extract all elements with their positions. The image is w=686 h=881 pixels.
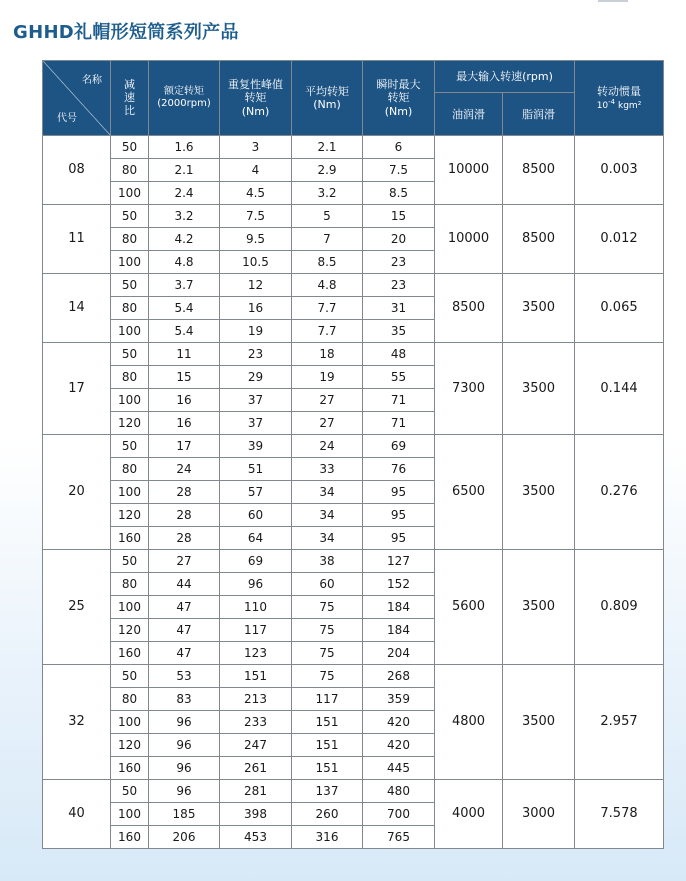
- grease-speed-cell: 3500: [503, 665, 575, 780]
- table-header: [43, 61, 664, 136]
- repeat-peak-torque-cell: 51: [220, 458, 292, 481]
- repeat-peak-torque-cell: 123: [220, 642, 292, 665]
- ratio-cell: 80: [111, 458, 149, 481]
- grease-speed-cell: 3500: [503, 550, 575, 665]
- ratio-cell: 100: [111, 803, 149, 826]
- repeat-peak-torque-cell: 247: [220, 734, 292, 757]
- avg-torque-cell: 2.1: [292, 136, 363, 159]
- header-avg-torque-label: 平均转矩: [305, 84, 349, 98]
- inertia-cell: 0.276: [575, 435, 664, 550]
- header-ratio: [111, 61, 149, 136]
- rated-torque-cell: 15: [149, 366, 220, 389]
- avg-torque-cell: 75: [292, 642, 363, 665]
- repeat-peak-torque-cell: 39: [220, 435, 292, 458]
- repeat-peak-torque-cell: 4.5: [220, 182, 292, 205]
- avg-torque-cell: 3.2: [292, 182, 363, 205]
- ratio-cell: 100: [111, 251, 149, 274]
- rated-torque-cell: 28: [149, 527, 220, 550]
- avg-torque-cell: 117: [292, 688, 363, 711]
- avg-torque-cell: 5: [292, 205, 363, 228]
- instant-max-torque-cell: 23: [363, 251, 435, 274]
- instant-max-torque-cell: 700: [363, 803, 435, 826]
- repeat-peak-torque-cell: 117: [220, 619, 292, 642]
- repeat-peak-torque-cell: 233: [220, 711, 292, 734]
- model-code-cell: 08: [43, 136, 111, 205]
- inertia-cell: 0.144: [575, 343, 664, 435]
- repeat-peak-torque-cell: 398: [220, 803, 292, 826]
- ratio-cell: 80: [111, 573, 149, 596]
- avg-torque-cell: 38: [292, 550, 363, 573]
- instant-max-torque-cell: 35: [363, 320, 435, 343]
- rated-torque-cell: 1.6: [149, 136, 220, 159]
- rated-torque-cell: 96: [149, 757, 220, 780]
- rated-torque-cell: 47: [149, 642, 220, 665]
- rated-torque-cell: 17: [149, 435, 220, 458]
- rated-torque-cell: 5.4: [149, 320, 220, 343]
- grease-speed-cell: 3500: [503, 343, 575, 435]
- avg-torque-cell: 60: [292, 573, 363, 596]
- ratio-cell: 80: [111, 159, 149, 182]
- inertia-cell: 2.957: [575, 665, 664, 780]
- ratio-cell: 100: [111, 711, 149, 734]
- instant-max-torque-cell: 127: [363, 550, 435, 573]
- instant-max-torque-cell: 359: [363, 688, 435, 711]
- ratio-cell: 100: [111, 389, 149, 412]
- instant-max-torque-cell: 184: [363, 619, 435, 642]
- avg-torque-cell: 75: [292, 619, 363, 642]
- ratio-cell: 100: [111, 320, 149, 343]
- repeat-peak-torque-cell: 23: [220, 343, 292, 366]
- instant-max-torque-cell: 8.5: [363, 182, 435, 205]
- rated-torque-cell: 24: [149, 458, 220, 481]
- repeat-peak-torque-cell: 213: [220, 688, 292, 711]
- oil-speed-cell: 7300: [435, 343, 503, 435]
- rated-torque-cell: 28: [149, 481, 220, 504]
- instant-max-torque-cell: 480: [363, 780, 435, 803]
- avg-torque-cell: 7.7: [292, 297, 363, 320]
- ratio-cell: 120: [111, 734, 149, 757]
- header-inertia-unit: $10^{-4}$ kgm²: [596, 97, 642, 111]
- rated-torque-cell: 2.1: [149, 159, 220, 182]
- ratio-cell: 160: [111, 826, 149, 849]
- grease-speed-cell: 8500: [503, 205, 575, 274]
- repeat-peak-torque-cell: 281: [220, 780, 292, 803]
- table-row: [43, 665, 664, 688]
- instant-max-torque-cell: 204: [363, 642, 435, 665]
- ratio-cell: 100: [111, 481, 149, 504]
- rated-torque-cell: 4.2: [149, 228, 220, 251]
- header-instant-max-line1: 瞬时最大: [376, 78, 421, 92]
- rated-torque-cell: 53: [149, 665, 220, 688]
- model-code-cell: 17: [43, 343, 111, 435]
- instant-max-torque-cell: 184: [363, 596, 435, 619]
- table-row: [43, 780, 664, 803]
- header-rated-torque: [149, 61, 220, 136]
- table-row: [43, 136, 664, 159]
- top-edge-line: [598, 0, 628, 2]
- header-repeat-peak-line2: 转矩: [244, 91, 267, 105]
- ratio-cell: 120: [111, 619, 149, 642]
- repeat-peak-torque-cell: 37: [220, 412, 292, 435]
- avg-torque-cell: 4.8: [292, 274, 363, 297]
- instant-max-torque-cell: 23: [363, 274, 435, 297]
- instant-max-torque-cell: 420: [363, 711, 435, 734]
- inertia-cell: 0.065: [575, 274, 664, 343]
- repeat-peak-torque-cell: 37: [220, 389, 292, 412]
- ratio-cell: 80: [111, 688, 149, 711]
- table-row: [43, 205, 664, 228]
- instant-max-torque-cell: 71: [363, 412, 435, 435]
- instant-max-torque-cell: 420: [363, 734, 435, 757]
- oil-speed-cell: 10000: [435, 205, 503, 274]
- header-repeat-peak-unit: (Nm): [241, 104, 270, 118]
- model-code-cell: 25: [43, 550, 111, 665]
- ratio-cell: 100: [111, 596, 149, 619]
- oil-speed-cell: 6500: [435, 435, 503, 550]
- header-name-label: 名称: [82, 75, 102, 86]
- avg-torque-cell: 7.7: [292, 320, 363, 343]
- model-code-cell: 20: [43, 435, 111, 550]
- rated-torque-cell: 185: [149, 803, 220, 826]
- header-repeat-peak-line1: 重复性峰值: [228, 78, 283, 92]
- rated-torque-cell: 96: [149, 734, 220, 757]
- instant-max-torque-cell: 6: [363, 136, 435, 159]
- ratio-cell: 50: [111, 665, 149, 688]
- ratio-cell: 120: [111, 412, 149, 435]
- repeat-peak-torque-cell: 9.5: [220, 228, 292, 251]
- header-inertia-label: 转动惯量: [597, 84, 641, 98]
- rated-torque-cell: 47: [149, 619, 220, 642]
- avg-torque-cell: 260: [292, 803, 363, 826]
- header-rated-torque-unit: (2000rpm): [157, 98, 211, 109]
- ratio-cell: 160: [111, 642, 149, 665]
- repeat-peak-torque-cell: 19: [220, 320, 292, 343]
- instant-max-torque-cell: 268: [363, 665, 435, 688]
- oil-speed-cell: 4800: [435, 665, 503, 780]
- instant-max-torque-cell: 7.5: [363, 159, 435, 182]
- instant-max-torque-cell: 152: [363, 573, 435, 596]
- repeat-peak-torque-cell: 453: [220, 826, 292, 849]
- instant-max-torque-cell: 95: [363, 504, 435, 527]
- ratio-cell: 50: [111, 274, 149, 297]
- avg-torque-cell: 8.5: [292, 251, 363, 274]
- rated-torque-cell: 206: [149, 826, 220, 849]
- inertia-cell: 7.578: [575, 780, 664, 849]
- header-avg-torque-unit: (Nm): [313, 98, 341, 111]
- avg-torque-cell: 34: [292, 504, 363, 527]
- header-repeat-peak-torque: [220, 61, 292, 136]
- rated-torque-cell: 96: [149, 780, 220, 803]
- header-grease-lubrication: 脂润滑: [503, 93, 575, 136]
- ratio-cell: 80: [111, 228, 149, 251]
- instant-max-torque-cell: 48: [363, 343, 435, 366]
- repeat-peak-torque-cell: 64: [220, 527, 292, 550]
- ratio-cell: 50: [111, 780, 149, 803]
- ratio-cell: 160: [111, 527, 149, 550]
- avg-torque-cell: 75: [292, 665, 363, 688]
- repeat-peak-torque-cell: 12: [220, 274, 292, 297]
- instant-max-torque-cell: 55: [363, 366, 435, 389]
- instant-max-torque-cell: 95: [363, 527, 435, 550]
- rated-torque-cell: 96: [149, 711, 220, 734]
- model-code-cell: 14: [43, 274, 111, 343]
- avg-torque-cell: 2.9: [292, 159, 363, 182]
- repeat-peak-torque-cell: 10.5: [220, 251, 292, 274]
- avg-torque-cell: 75: [292, 596, 363, 619]
- table-row: [43, 274, 664, 297]
- repeat-peak-torque-cell: 3: [220, 136, 292, 159]
- oil-speed-cell: 10000: [435, 136, 503, 205]
- avg-torque-cell: 19: [292, 366, 363, 389]
- avg-torque-cell: 18: [292, 343, 363, 366]
- header-instant-max-line2: 转矩: [387, 91, 410, 105]
- ratio-cell: 160: [111, 757, 149, 780]
- header-max-input-speed: 最大输入转速(rpm): [435, 61, 575, 93]
- instant-max-torque-cell: 76: [363, 458, 435, 481]
- model-code-cell: 32: [43, 665, 111, 780]
- avg-torque-cell: 33: [292, 458, 363, 481]
- repeat-peak-torque-cell: 4: [220, 159, 292, 182]
- rated-torque-cell: 16: [149, 389, 220, 412]
- avg-torque-cell: 151: [292, 757, 363, 780]
- repeat-peak-torque-cell: 29: [220, 366, 292, 389]
- grease-speed-cell: 3500: [503, 435, 575, 550]
- instant-max-torque-cell: 765: [363, 826, 435, 849]
- grease-speed-cell: 8500: [503, 136, 575, 205]
- header-avg-torque: [292, 61, 363, 136]
- instant-max-torque-cell: 31: [363, 297, 435, 320]
- rated-torque-cell: 83: [149, 688, 220, 711]
- repeat-peak-torque-cell: 261: [220, 757, 292, 780]
- rated-torque-cell: 44: [149, 573, 220, 596]
- instant-max-torque-cell: 71: [363, 389, 435, 412]
- grease-speed-cell: 3500: [503, 274, 575, 343]
- rated-torque-cell: 4.8: [149, 251, 220, 274]
- oil-speed-cell: 4000: [435, 780, 503, 849]
- inertia-cell: 0.003: [575, 136, 664, 205]
- table-body: [43, 136, 664, 849]
- header-inertia: [575, 61, 664, 136]
- header-instant-max-torque: [363, 61, 435, 136]
- header-rated-torque-label: 额定转矩: [164, 86, 204, 97]
- rated-torque-cell: 27: [149, 550, 220, 573]
- repeat-peak-torque-cell: 7.5: [220, 205, 292, 228]
- rated-torque-cell: 11: [149, 343, 220, 366]
- ratio-cell: 120: [111, 504, 149, 527]
- ratio-cell: 100: [111, 182, 149, 205]
- model-code-cell: 11: [43, 205, 111, 274]
- repeat-peak-torque-cell: 110: [220, 596, 292, 619]
- avg-torque-cell: 34: [292, 527, 363, 550]
- oil-speed-cell: 5600: [435, 550, 503, 665]
- avg-torque-cell: 316: [292, 826, 363, 849]
- spec-table: [42, 60, 664, 849]
- rated-torque-cell: 47: [149, 596, 220, 619]
- header-oil-lubrication: 油润滑: [435, 93, 503, 136]
- repeat-peak-torque-cell: 16: [220, 297, 292, 320]
- ratio-cell: 80: [111, 366, 149, 389]
- instant-max-torque-cell: 95: [363, 481, 435, 504]
- header-ratio-label: 减速比: [124, 78, 135, 118]
- rated-torque-cell: 5.4: [149, 297, 220, 320]
- table-row: [43, 343, 664, 366]
- ratio-cell: 80: [111, 297, 149, 320]
- instant-max-torque-cell: 69: [363, 435, 435, 458]
- instant-max-torque-cell: 445: [363, 757, 435, 780]
- ratio-cell: 50: [111, 550, 149, 573]
- ratio-cell: 50: [111, 343, 149, 366]
- header-name-code-cell: [43, 61, 111, 136]
- ratio-cell: 50: [111, 435, 149, 458]
- table-row: [43, 550, 664, 573]
- repeat-peak-torque-cell: 96: [220, 573, 292, 596]
- rated-torque-cell: 2.4: [149, 182, 220, 205]
- model-code-cell: 40: [43, 780, 111, 849]
- repeat-peak-torque-cell: 69: [220, 550, 292, 573]
- repeat-peak-torque-cell: 60: [220, 504, 292, 527]
- avg-torque-cell: 137: [292, 780, 363, 803]
- rated-torque-cell: 28: [149, 504, 220, 527]
- repeat-peak-torque-cell: 151: [220, 665, 292, 688]
- table-row: [43, 435, 664, 458]
- rated-torque-cell: 3.7: [149, 274, 220, 297]
- repeat-peak-torque-cell: 57: [220, 481, 292, 504]
- oil-speed-cell: 8500: [435, 274, 503, 343]
- rated-torque-cell: 16: [149, 412, 220, 435]
- avg-torque-cell: 151: [292, 734, 363, 757]
- avg-torque-cell: 151: [292, 711, 363, 734]
- instant-max-torque-cell: 20: [363, 228, 435, 251]
- rated-torque-cell: 3.2: [149, 205, 220, 228]
- avg-torque-cell: 7: [292, 228, 363, 251]
- ratio-cell: 50: [111, 136, 149, 159]
- inertia-cell: 0.809: [575, 550, 664, 665]
- instant-max-torque-cell: 15: [363, 205, 435, 228]
- inertia-cell: 0.012: [575, 205, 664, 274]
- grease-speed-cell: 3000: [503, 780, 575, 849]
- avg-torque-cell: 27: [292, 389, 363, 412]
- page-title: GHHD礼帽形短筒系列产品: [13, 22, 239, 43]
- avg-torque-cell: 34: [292, 481, 363, 504]
- avg-torque-cell: 27: [292, 412, 363, 435]
- header-code-label: 代号: [57, 113, 77, 124]
- header-instant-max-unit: (Nm): [384, 104, 413, 118]
- ratio-cell: 50: [111, 205, 149, 228]
- avg-torque-cell: 24: [292, 435, 363, 458]
